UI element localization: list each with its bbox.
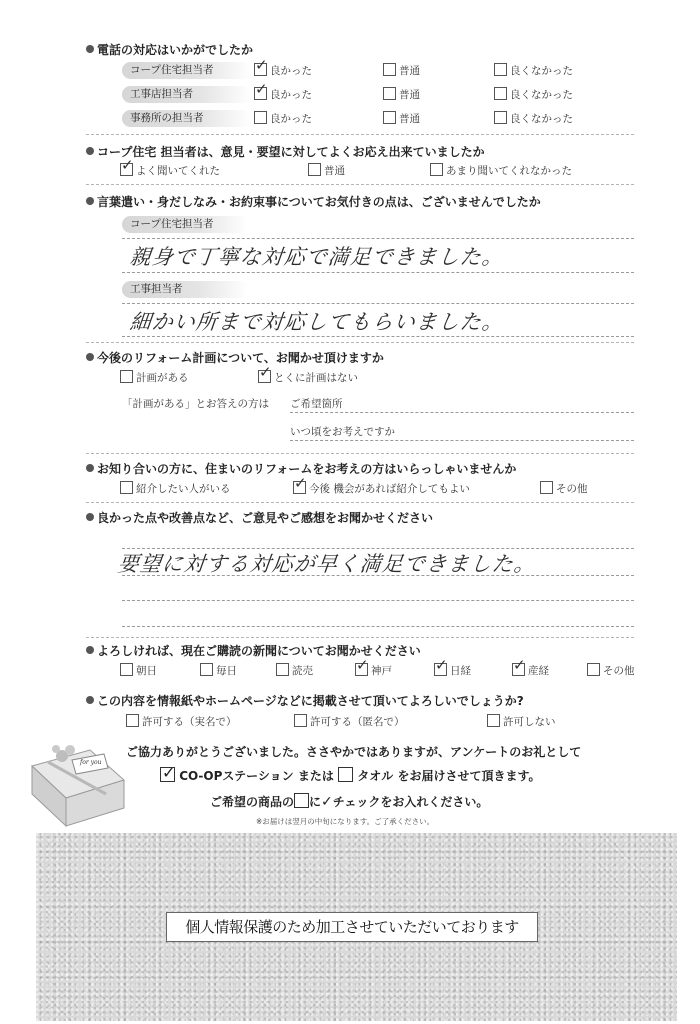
gift-choice-line <box>160 763 541 784</box>
q4-when-input-line[interactable] <box>290 440 634 441</box>
check-mark-icon: ✓ <box>294 474 307 492</box>
checkbox[interactable] <box>293 474 307 494</box>
q3-coop-label: コープ住宅担当者 <box>122 216 248 233</box>
checkbox[interactable] <box>430 163 443 176</box>
gift-line3-c: チェックをお入れください。 <box>332 795 489 809</box>
q1-office-good[interactable]: 良かった <box>254 111 312 126</box>
towel-checkbox[interactable] <box>338 767 353 782</box>
q4-opt-planned[interactable]: 計画がある <box>120 370 189 385</box>
checkbox[interactable] <box>254 111 267 124</box>
q8-opt-deny[interactable]: 許可しない <box>487 714 556 729</box>
divider <box>86 184 634 185</box>
q7-question: よろしければ、現在ご購読の新聞についてお聞かせください <box>86 642 421 659</box>
gift-line3-a: ご希望の商品の <box>210 795 295 809</box>
q3-koji-answer[interactable]: 細かい所まで対応してもらいました。 <box>128 310 506 334</box>
answer-line <box>122 303 634 304</box>
gift-line3-b: に <box>309 795 322 809</box>
q5-opt-other[interactable]: その他 <box>540 481 588 496</box>
checkbox[interactable] <box>383 111 396 124</box>
answer-line <box>122 626 634 627</box>
checkbox[interactable] <box>120 481 133 494</box>
checkbox[interactable] <box>383 87 396 100</box>
q1-koji-bad[interactable]: 良くなかった <box>494 87 573 102</box>
q8-question: この内容を情報紙やホームページなどに掲載させて頂いてよろしいでしょうか? <box>86 692 524 709</box>
q1-role-coop: コープ住宅担当者 <box>122 62 252 79</box>
q7-paper-sankei[interactable]: ✓ 産経 <box>513 656 549 677</box>
check-mark-icon: ✓ <box>162 763 176 782</box>
q1-coop-normal[interactable]: 普通 <box>383 63 420 78</box>
bullet-icon <box>86 464 94 472</box>
bullet-icon <box>86 147 94 155</box>
q2-opt-normal[interactable]: 普通 <box>308 163 345 178</box>
q4-opt-not-planned[interactable]: ✓ とくに計画はない <box>259 363 358 384</box>
q4-question: 今後のリフォーム計画について、お聞かせ頂けますか <box>86 349 384 366</box>
gift-thanks-line: ご協力ありがとうございました。ささやかではありますが、アンケートのお礼として <box>126 745 582 759</box>
check-mark-icon: ✓ <box>513 656 526 674</box>
q2-opt-not-listened[interactable]: あまり聞いてくれなかった <box>430 163 572 178</box>
q6-question: 良かった点や改善点など、ご意見やご感想をお聞かせください <box>86 509 433 526</box>
q4-place-input-line[interactable] <box>290 412 634 413</box>
q5-opt-have[interactable]: 紹介したい人がいる <box>120 481 231 496</box>
q5-opt-maybe[interactable]: ✓ 今後 機会があれば紹介してもよい <box>294 474 470 495</box>
gift-box-icon <box>28 736 128 828</box>
q4-place-label: ご希望箇所 <box>290 398 343 410</box>
q7-paper-other[interactable]: その他 <box>587 663 635 678</box>
checkbox[interactable] <box>383 63 396 76</box>
checkbox[interactable] <box>587 663 600 676</box>
checkbox[interactable] <box>494 87 507 100</box>
checkbox[interactable] <box>120 370 133 383</box>
q7-paper-mainichi[interactable]: 毎日 <box>200 663 237 678</box>
check-mark-icon: ✓ <box>255 56 268 74</box>
checkbox[interactable] <box>494 111 507 124</box>
bullet-icon <box>86 197 94 205</box>
checkbox[interactable] <box>540 481 553 494</box>
gift-choice1: CO-OPステーション <box>179 769 294 783</box>
gift-instruction-line <box>210 793 488 810</box>
q1-office-normal[interactable]: 普通 <box>383 111 420 126</box>
divider <box>86 134 634 135</box>
q2-opt-listened[interactable]: ✓ よく聞いてくれた <box>121 156 220 177</box>
bullet-icon <box>86 696 94 704</box>
q1-role-koji: 工事店担当者 <box>122 86 252 103</box>
q1-coop-bad[interactable]: 良くなかった <box>494 63 573 78</box>
q1-role-office: 事務所の担当者 <box>122 110 252 127</box>
gift-line2-tail: をお届けさせて頂きます。 <box>397 769 541 783</box>
divider <box>86 502 634 503</box>
checkbox[interactable] <box>254 56 268 76</box>
check-mark-icon: ✓ <box>321 794 333 810</box>
q3-question: 言葉遣い・身だしなみ・お約束事についてお気付きの点は、ございませんでしたか <box>86 193 541 210</box>
checkbox[interactable] <box>276 663 289 676</box>
gift-card-text: for you <box>80 759 102 766</box>
divider <box>86 342 634 343</box>
check-mark-icon: ✓ <box>121 156 134 174</box>
gift-delivery-note: ※お届けは翌月の中旬になります。ご了承ください。 <box>256 817 435 826</box>
q6-answer[interactable]: 要望に対する対応が早く満足できました。 <box>116 552 538 576</box>
empty-box-icon <box>294 793 309 808</box>
checkbox[interactable] <box>200 663 213 676</box>
q7-paper-asahi[interactable]: 朝日 <box>120 663 157 678</box>
q8-opt-anonymous[interactable]: 許可する（匿名で） <box>294 714 405 729</box>
answer-line <box>122 272 634 273</box>
check-mark-icon: ✓ <box>356 656 369 674</box>
q8-opt-realname[interactable]: 許可する（実名で） <box>126 714 237 729</box>
checkbox[interactable] <box>120 663 133 676</box>
checkbox[interactable] <box>434 656 448 676</box>
check-mark-icon: ✓ <box>259 363 272 381</box>
q5-question: お知り合いの方に、住まいのリフォームをお考えの方はいらっしゃいませんか <box>86 460 516 477</box>
checkbox[interactable] <box>258 363 272 383</box>
q4-followup: 「計画がある」とお答えの方は <box>122 398 269 410</box>
answer-line <box>122 575 634 576</box>
divider <box>86 637 634 638</box>
divider <box>86 453 634 454</box>
bullet-icon <box>86 513 94 521</box>
bullet-icon <box>86 646 94 654</box>
bullet-icon <box>86 353 94 361</box>
checkbox[interactable] <box>254 80 268 100</box>
checkbox[interactable] <box>294 714 307 727</box>
checkbox[interactable] <box>512 656 526 676</box>
q4-when-label: いつ頃をお考えですか <box>290 426 395 438</box>
q2-question: コープ住宅 担当者は、意見・要望に対してよくお応え出来ていましたか <box>86 143 485 160</box>
check-mark-icon: ✓ <box>435 656 448 674</box>
q1-office-bad[interactable]: 良くなかった <box>494 111 573 126</box>
checkbox[interactable] <box>120 156 134 176</box>
checkbox[interactable] <box>126 714 139 727</box>
checkbox[interactable] <box>308 163 321 176</box>
coop-station-checkbox[interactable] <box>160 763 176 782</box>
answer-line <box>122 336 634 337</box>
checkbox[interactable] <box>494 63 507 76</box>
gift-box-illustration <box>28 736 128 828</box>
checkbox[interactable] <box>487 714 500 727</box>
answer-line <box>122 600 634 601</box>
answer-line <box>122 238 634 239</box>
privacy-notice: 個人情報保護のため加工させていただいております <box>166 912 538 942</box>
gift-choice2: タオル <box>357 769 394 783</box>
q1-coop-good[interactable]: ✓ 良かった <box>255 56 312 77</box>
q1-koji-normal[interactable]: 普通 <box>383 87 420 102</box>
bullet-icon <box>86 45 94 53</box>
q7-paper-yomiuri[interactable]: 読売 <box>276 663 313 678</box>
checkbox[interactable] <box>355 656 369 676</box>
gift-or: または <box>297 769 334 783</box>
q3-coop-answer[interactable]: 親身で丁寧な対応で満足できました。 <box>128 245 506 269</box>
q7-paper-nikkei[interactable]: ✓ 日経 <box>435 656 471 677</box>
q7-paper-kobe[interactable]: ✓ 神戸 <box>356 656 392 677</box>
q3-koji-label: 工事担当者 <box>122 281 248 298</box>
q1-question: 電話の対応はいかがでしたか <box>86 41 253 58</box>
check-mark-icon: ✓ <box>255 80 268 98</box>
q1-koji-good[interactable]: ✓ 良かった <box>255 80 312 101</box>
